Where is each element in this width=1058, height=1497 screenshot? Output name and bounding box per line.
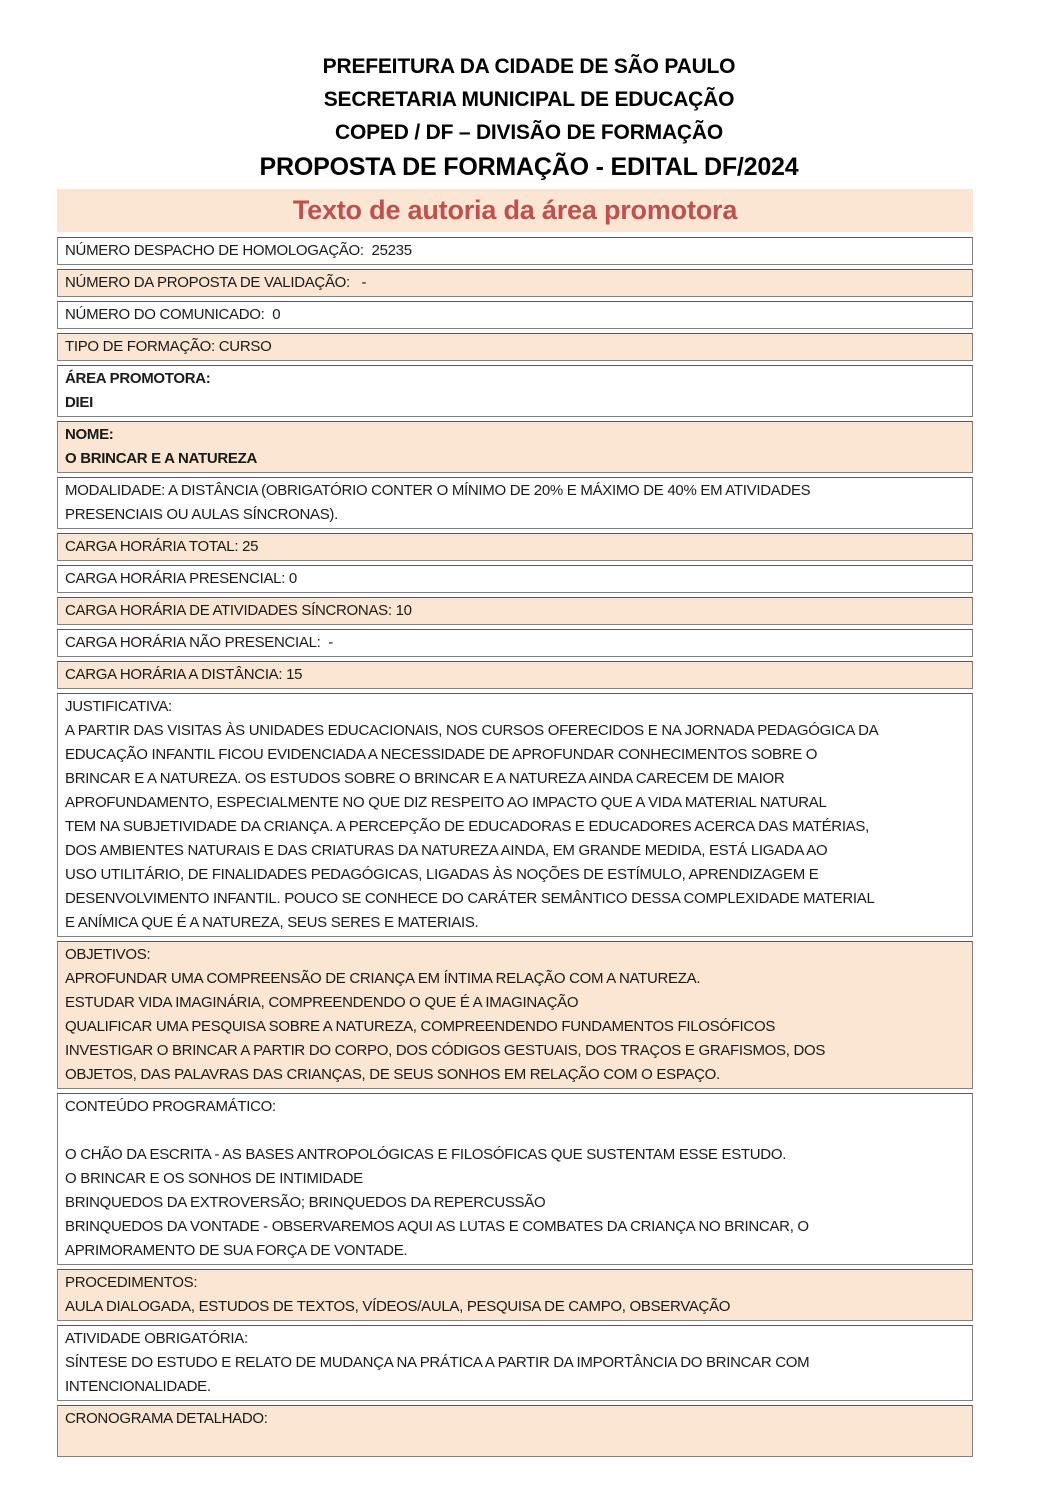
table-row-objetivos [57,941,973,1089]
row-line: CARGA HORÁRIA PRESENCIAL: 0 [65,570,297,587]
document-header [0,50,1058,186]
row-line: DOS AMBIENTES NATURAIS E DAS CRIATURAS DA NATUREZA AINDA, EM GRANDE MEDIDA, ESTÁ LIGADA AO [65,842,828,859]
table-row-tipo-formacao [57,333,973,361]
row-line: QUALIFICAR UMA PESQUISA SOBRE A NATUREZA, COMPREENDENDO FUNDAMENTOS FILOSÓFICOS [65,1018,776,1035]
table-row-conteudo-programatico [57,1093,973,1265]
row-line: O BRINCAR E A NATUREZA [65,450,258,467]
header-line-proposta: PROPOSTA DE FORMAÇÃO - EDITAL DF/2024 [259,153,799,181]
header-line-prefeitura: PREFEITURA DA CIDADE DE SÃO PAULO [322,55,736,78]
table-row-procedimentos [57,1269,973,1321]
table-row-cronograma-detalhado [57,1405,973,1457]
row-line: DESENVOLVIMENTO INFANTIL. POUCO SE CONHECE DO CARÁTER SEMÂNTICO DESSA COMPLEXIDADE MATERIAL [65,890,875,907]
authorship-banner-text: Texto de autoria da área promotora [292,195,738,225]
row-line: JUSTIFICATIVA: [65,698,172,715]
table-row-area-promotora [57,365,973,417]
header-line-coped: COPED / DF – DIVISÃO DE FORMAÇÃO [335,121,723,144]
table-row-numero-despacho-homologacao [57,237,973,265]
row-line: APROFUNDAMENTO, ESPECIALMENTE NO QUE DIZ RESPEITO AO IMPACTO QUE A VIDA MATERIAL NATURAL [65,794,827,811]
row-line: MODALIDADE: A DISTÂNCIA (OBRIGATÓRIO CONTER O MÍNIMO DE 20% E MÁXIMO DE 40% EM ATIVIDADES [65,482,811,499]
document-table [57,237,973,1457]
row-line [65,1431,965,1455]
row-line: E ANÍMICA QUE É A NATUREZA, SEUS SERES E MATERIAIS. [65,914,479,931]
row-line: PROCEDIMENTOS: [65,1274,198,1291]
row-line: ÁREA PROMOTORA: [65,370,211,387]
row-line: CONTEÚDO PROGRAMÁTICO: [65,1098,276,1115]
row-line: ATIVIDADE OBRIGATÓRIA: [65,1330,248,1347]
table-row-numero-comunicado [57,301,973,329]
row-line: BRINQUEDOS DA EXTROVERSÃO; BRINQUEDOS DA REPERCUSSÃO [65,1194,546,1211]
table-row-carga-horaria-nao-presencial [57,629,973,657]
row-line: DIEI [65,394,93,411]
row-line: OBJETIVOS: [65,946,151,963]
row-line: BRINCAR E A NATUREZA. OS ESTUDOS SOBRE O BRINCAR E A NATUREZA AINDA CARECEM DE MAIOR [65,770,785,787]
row-line: USO UTILITÁRIO, DE FINALIDADES PEDAGÓGICAS, LIGADAS ÀS NOÇÕES DE ESTÍMULO, APRENDIZAGEM E [65,866,819,883]
authorship-banner [57,189,973,232]
row-line: NÚMERO DESPACHO DE HOMOLOGAÇÃO: 25235 [65,242,412,259]
row-line: APRIMORAMENTO DE SUA FORÇA DE VONTADE. [65,1242,408,1259]
row-line: CARGA HORÁRIA NÃO PRESENCIAL: - [65,634,333,651]
row-line: INVESTIGAR O BRINCAR A PARTIR DO CORPO, DOS CÓDIGOS GESTUAIS, DOS TRAÇOS E GRAFISMOS, DOS [65,1042,826,1059]
row-line: NOME: [65,426,114,443]
table-row-justificativa [57,693,973,937]
row-line: O BRINCAR E OS SONHOS DE INTIMIDADE [65,1170,363,1187]
row-line: CARGA HORÁRIA TOTAL: 25 [65,538,259,555]
table-row-modalidade [57,477,973,529]
table-row-carga-horaria-atividades-sincronas [57,597,973,625]
row-line: APROFUNDAR UMA COMPREENSÃO DE CRIANÇA EM ÍNTIMA RELAÇÃO COM A NATUREZA. [65,970,701,987]
row-line: EDUCAÇÃO INFANTIL FICOU EVIDENCIADA A NECESSIDADE DE APROFUNDAR CONHECIMENTOS SOBRE O [65,746,818,763]
row-line: NÚMERO DA PROPOSTA DE VALIDAÇÃO: - [65,274,367,291]
row-line [65,1119,965,1143]
row-line: CARGA HORÁRIA A DISTÂNCIA: 15 [65,666,303,683]
table-row-atividade-obrigatoria [57,1325,973,1401]
table-row-numero-proposta-validacao [57,269,973,297]
row-line: PRESENCIAIS OU AULAS SÍNCRONAS). [65,506,338,523]
row-line: CRONOGRAMA DETALHADO: [65,1410,268,1427]
row-line: BRINQUEDOS DA VONTADE - OBSERVAREMOS AQUI AS LUTAS E COMBATES DA CRIANÇA NO BRINCAR, O [65,1218,809,1235]
row-line: O CHÃO DA ESCRITA - AS BASES ANTROPOLÓGICAS E FILOSÓFICAS QUE SUSTENTAM ESSE ESTUDO. [65,1146,787,1163]
row-line: ESTUDAR VIDA IMAGINÁRIA, COMPREENDENDO O QUE É A IMAGINAÇÃO [65,994,579,1011]
row-line: A PARTIR DAS VISITAS ÀS UNIDADES EDUCACIONAIS, NOS CURSOS OFERECIDOS E NA JORNADA PEDAGÓGICA DA [65,722,879,739]
row-line: TEM NA SUBJETIVIDADE DA CRIANÇA. A PERCEPÇÃO DE EDUCADORAS E EDUCADORES ACERCA DAS MATÉRIAS, [65,818,869,835]
row-line: AULA DIALOGADA, ESTUDOS DE TEXTOS, VÍDEOS/AULA, PESQUISA DE CAMPO, OBSERVAÇÃO [65,1298,731,1315]
table-row-carga-horaria-total [57,533,973,561]
row-line: TIPO DE FORMAÇÃO: CURSO [65,338,272,355]
header-line-secretaria: SECRETARIA MUNICIPAL DE EDUCAÇÃO [323,88,735,111]
row-line: OBJETOS, DAS PALAVRAS DAS CRIANÇAS, DE SEUS SONHOS EM RELAÇÃO COM O ESPAÇO. [65,1066,720,1083]
table-row-carga-horaria-a-distancia [57,661,973,689]
row-line: INTENCIONALIDADE. [65,1378,211,1395]
row-line: NÚMERO DO COMUNICADO: 0 [65,306,281,323]
table-row-carga-horaria-presencial [57,565,973,593]
row-line: CARGA HORÁRIA DE ATIVIDADES SÍNCRONAS: 10 [65,602,412,619]
row-line: SÍNTESE DO ESTUDO E RELATO DE MUDANÇA NA PRÁTICA A PARTIR DA IMPORTÂNCIA DO BRINCAR COM [65,1354,810,1371]
table-row-nome [57,421,973,473]
